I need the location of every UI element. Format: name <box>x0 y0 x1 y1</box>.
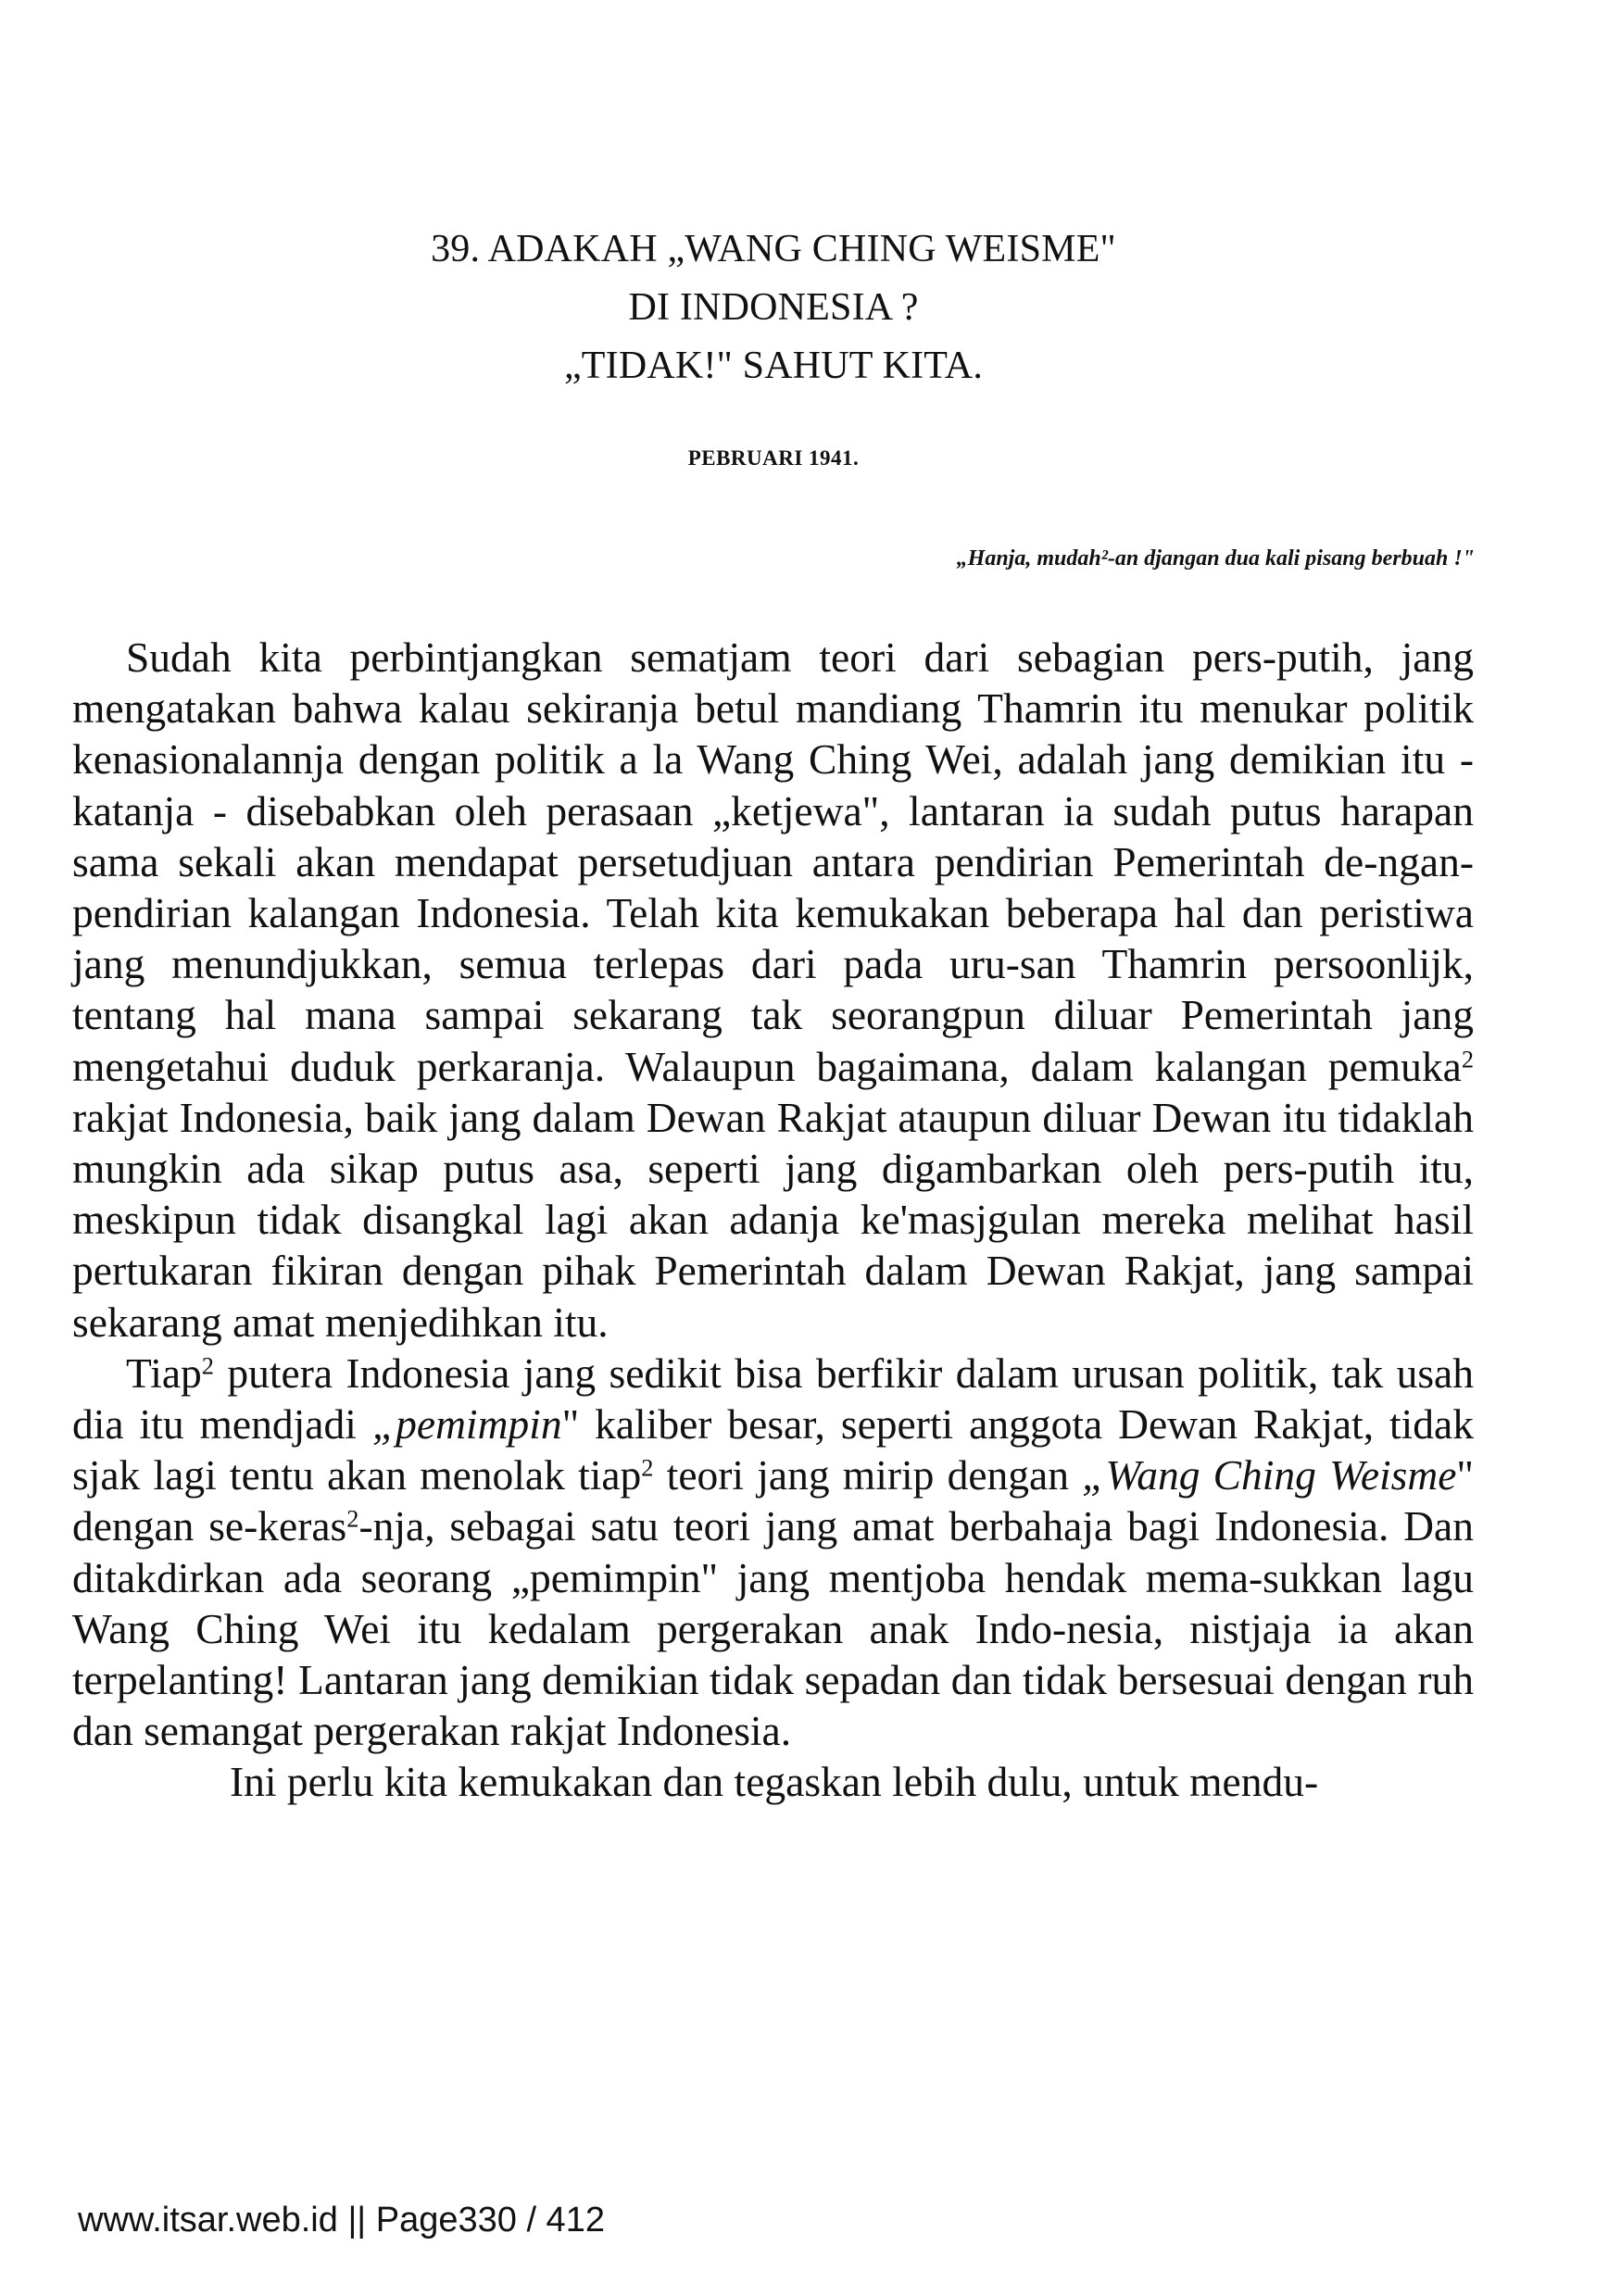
paragraph-2-part-e: " dengan se-keras <box>72 1451 1474 1550</box>
paragraph-2-part-b: putera Indonesia jang sedikit bisa berfikir dalam urusan politik, tak usah dia itu mendjadi <box>72 1349 1474 1449</box>
epigraph: „Hanja, mudah²-an djangan dua kali pisang berbuah !" <box>956 546 1475 571</box>
paragraph-1-part-a: Sudah kita perbintjangkan sematjam teori dari sebagian pers-putih, jang mengatakan bahwa kalau sekiranja betul mandiang Thamrin itu menukar politik kenasionalannja dengan politik a la Wang Ching Wei, adalah jang demikian itu - katanja - disebabkan oleh perasaan „ketjewa", lantaran ia sudah putus harapan sama sekali akan mendapat persetudjuan antara pendirian Pemerintah de-ngan-pendirian kalangan Indonesia. Telah kita kemukakan beberapa hal dan peristiwa jang menundjukkan, semua terlepas dari pada uru-san Thamrin persoonlijk, tentang hal mana sampai sekarang tak seorangpun diluar Pemerintah jang mengetahui duduk perkaranja. Walaupun bagaimana, dalam kalangan pemuka <box>72 634 1474 1090</box>
paragraph-3: Ini perlu kita kemukakan dan tegaskan lebih dulu, untuk mendu- <box>230 1758 1319 1806</box>
title-line-1: 39. ADAKAH „WANG CHING WEISME" <box>431 228 1116 270</box>
chapter-title <box>0 220 1547 395</box>
paragraph-2 <box>72 1348 1474 1757</box>
superscript-2: 2 <box>346 1504 359 1533</box>
italic-wang-ching-weisme: „Wang Ching Weisme <box>1082 1451 1457 1499</box>
superscript-2: 2 <box>1461 1045 1474 1073</box>
paragraph-2-part-f: -nja, sebagai satu teori jang amat berbahaja bagi Indonesia. Dan ditakdirkan ada seorang „pemimpin" jang mentjoba hendak mema-sukkan lagu Wang Ching Wei itu kedalam pergerakan anak Indo-nesia, nistjaja ia akan terpelanting! Lantaran jang demikian tidak sepadan dan tidak bersesuai dengan ruh dan semangat pergerakan rakjat Indonesia. <box>72 1502 1474 1755</box>
paragraph-2-part-a: Tiap <box>126 1349 202 1397</box>
chapter-date: PEBRUARI 1941. <box>687 446 860 470</box>
title-line-3: „TIDAK!" SAHUT KITA. <box>563 345 984 387</box>
paragraph-2-part-c: " kaliber besar, seperti anggota Dewan Rakjat, tidak sjak lagi tentu akan menolak tiap <box>72 1400 1475 1499</box>
italic-pemimpin: „pemimpin <box>371 1400 562 1449</box>
paragraph-1 <box>72 632 1474 1348</box>
page-footer: www.itsar.web.id || Page330 / 412 <box>78 2201 605 2240</box>
paragraph-1-part-b: rakjat Indonesia, baik jang dalam Dewan Rakjat ataupun diluar Dewan itu tidaklah mungkin ada sikap putus asa, seperti jang digambarkan oleh pers-putih itu, meskipun tidak disangkal lagi akan adanja ke'masjgulan mereka melihat hasil pertukaran fikiran dengan pihak Pemerintah dalam Dewan Rakjat, jang sampai sekarang amat menjedihkan itu. <box>72 1093 1474 1346</box>
superscript-2: 2 <box>201 1351 214 1380</box>
paragraph-2-part-d: teori jang mirip dengan <box>653 1451 1083 1499</box>
title-line-2: DI INDONESIA ? <box>628 286 919 329</box>
superscript-2: 2 <box>641 1453 654 1482</box>
body-text <box>72 632 1474 1808</box>
